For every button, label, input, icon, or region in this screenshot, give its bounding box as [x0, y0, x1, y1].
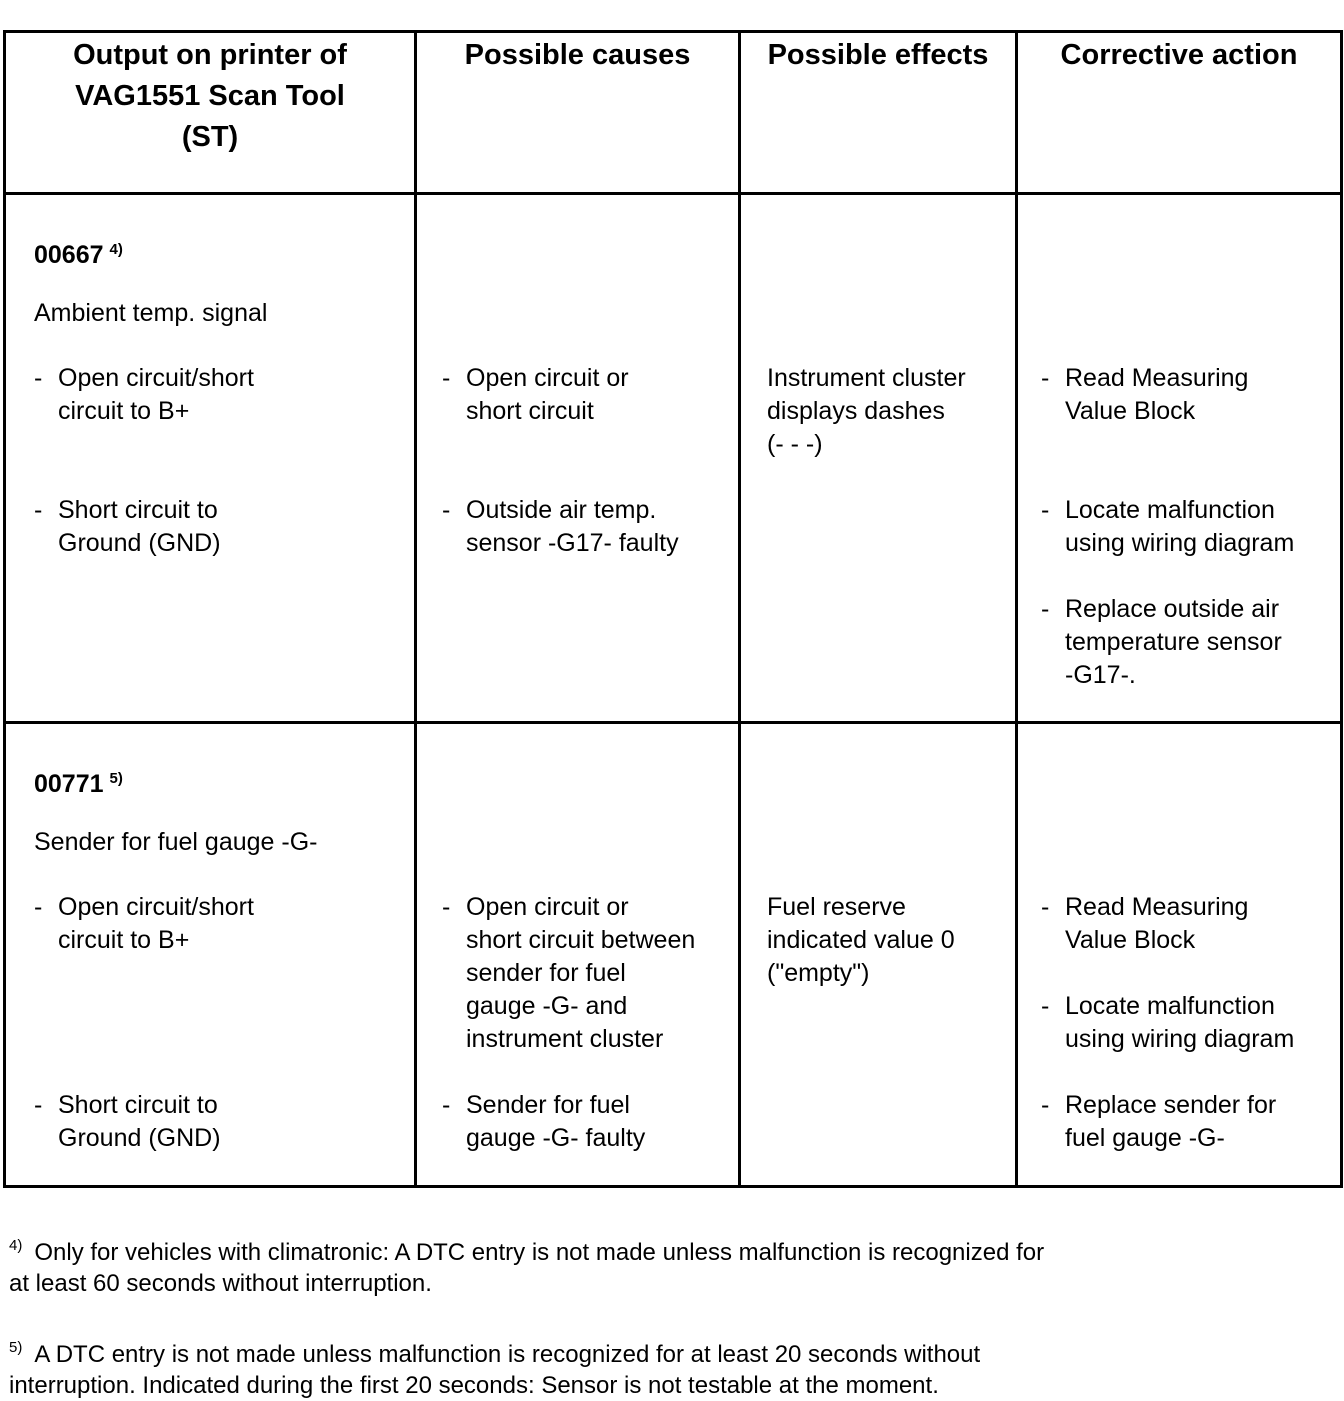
footnote-ref: 4)	[109, 241, 123, 258]
effects-cell	[740, 723, 1017, 1187]
header-effects	[740, 32, 1017, 194]
header-effects-label: Possible effects	[767, 39, 989, 71]
footnote	[9, 1230, 1044, 1299]
dtc-table	[3, 30, 1343, 1188]
effect-text: Fuel reserve indicated value 0 ("empty")	[767, 893, 955, 987]
footnote-mark: 5)	[9, 1339, 23, 1356]
action-cell	[1017, 723, 1342, 1187]
footnote-mark: 4)	[9, 1237, 23, 1254]
effect-text: Instrument cluster displays dashes (- - -)	[767, 364, 966, 458]
fault-item: - Open circuit/short circuit to B+	[34, 893, 254, 954]
dtc-code: 00667 $^{4)}$	[34, 241, 123, 269]
footnote-ref: 5)	[109, 770, 123, 787]
footnote-line: at least 60 seconds without interruption.	[9, 1270, 432, 1297]
header-action-label: Corrective action	[1060, 39, 1298, 71]
footnote	[9, 1332, 980, 1401]
header-output-label: Output on printer of VAG1551 Scan Tool (ST)	[73, 39, 347, 153]
action-item: - Read Measuring Value Block	[1041, 893, 1249, 954]
action-item: - Locate malfunction using wiring diagram	[1041, 992, 1295, 1053]
table-row	[5, 723, 1342, 1187]
effects-cell	[740, 194, 1017, 723]
footnote-line: A DTC entry is not made unless malfunction is recognized for at least 20 seconds without	[34, 1341, 981, 1368]
header-output	[5, 32, 416, 194]
cause-item: - Outside air temp. sensor -G17- faulty	[442, 496, 679, 557]
action-item: - Read Measuring Value Block	[1041, 364, 1249, 425]
table-row	[5, 194, 1342, 723]
output-cell	[5, 723, 416, 1187]
fault-item: - Open circuit/short circuit to B+	[34, 364, 254, 425]
dtc-description: Sender for fuel gauge -G-	[34, 828, 318, 856]
causes-cell	[416, 194, 740, 723]
cause-item: - Open circuit or short circuit between sender for fuel gauge -G- and instrument cluster	[442, 893, 696, 1053]
footnote-line: Only for vehicles with climatronic: A DTC entry is not made unless malfunction is recognized for	[34, 1239, 1045, 1266]
action-item: - Locate malfunction using wiring diagram	[1041, 496, 1295, 557]
header-causes	[416, 32, 740, 194]
action-cell	[1017, 194, 1342, 723]
header-action	[1017, 32, 1342, 194]
output-cell	[5, 194, 416, 723]
cause-item: - Open circuit or short circuit	[442, 364, 629, 425]
action-item: - Replace outside air temperature sensor -G17-.	[1041, 595, 1282, 689]
fault-item: - Short circuit to Ground (GND)	[34, 1091, 221, 1152]
footnote-line: interruption. Indicated during the first 20 seconds: Sensor is not testable at the moment.	[9, 1372, 939, 1399]
fault-item: - Short circuit to Ground (GND)	[34, 496, 221, 557]
dtc-code: 00771 $^{5)}$	[34, 770, 123, 798]
table-header-row	[5, 32, 1342, 194]
dtc-description: Ambient temp. signal	[34, 299, 268, 327]
header-causes-label: Possible causes	[464, 39, 691, 71]
causes-cell	[416, 723, 740, 1187]
cause-item: - Sender for fuel gauge -G- faulty	[442, 1091, 646, 1152]
action-item: - Replace sender for fuel gauge -G-	[1041, 1091, 1277, 1152]
